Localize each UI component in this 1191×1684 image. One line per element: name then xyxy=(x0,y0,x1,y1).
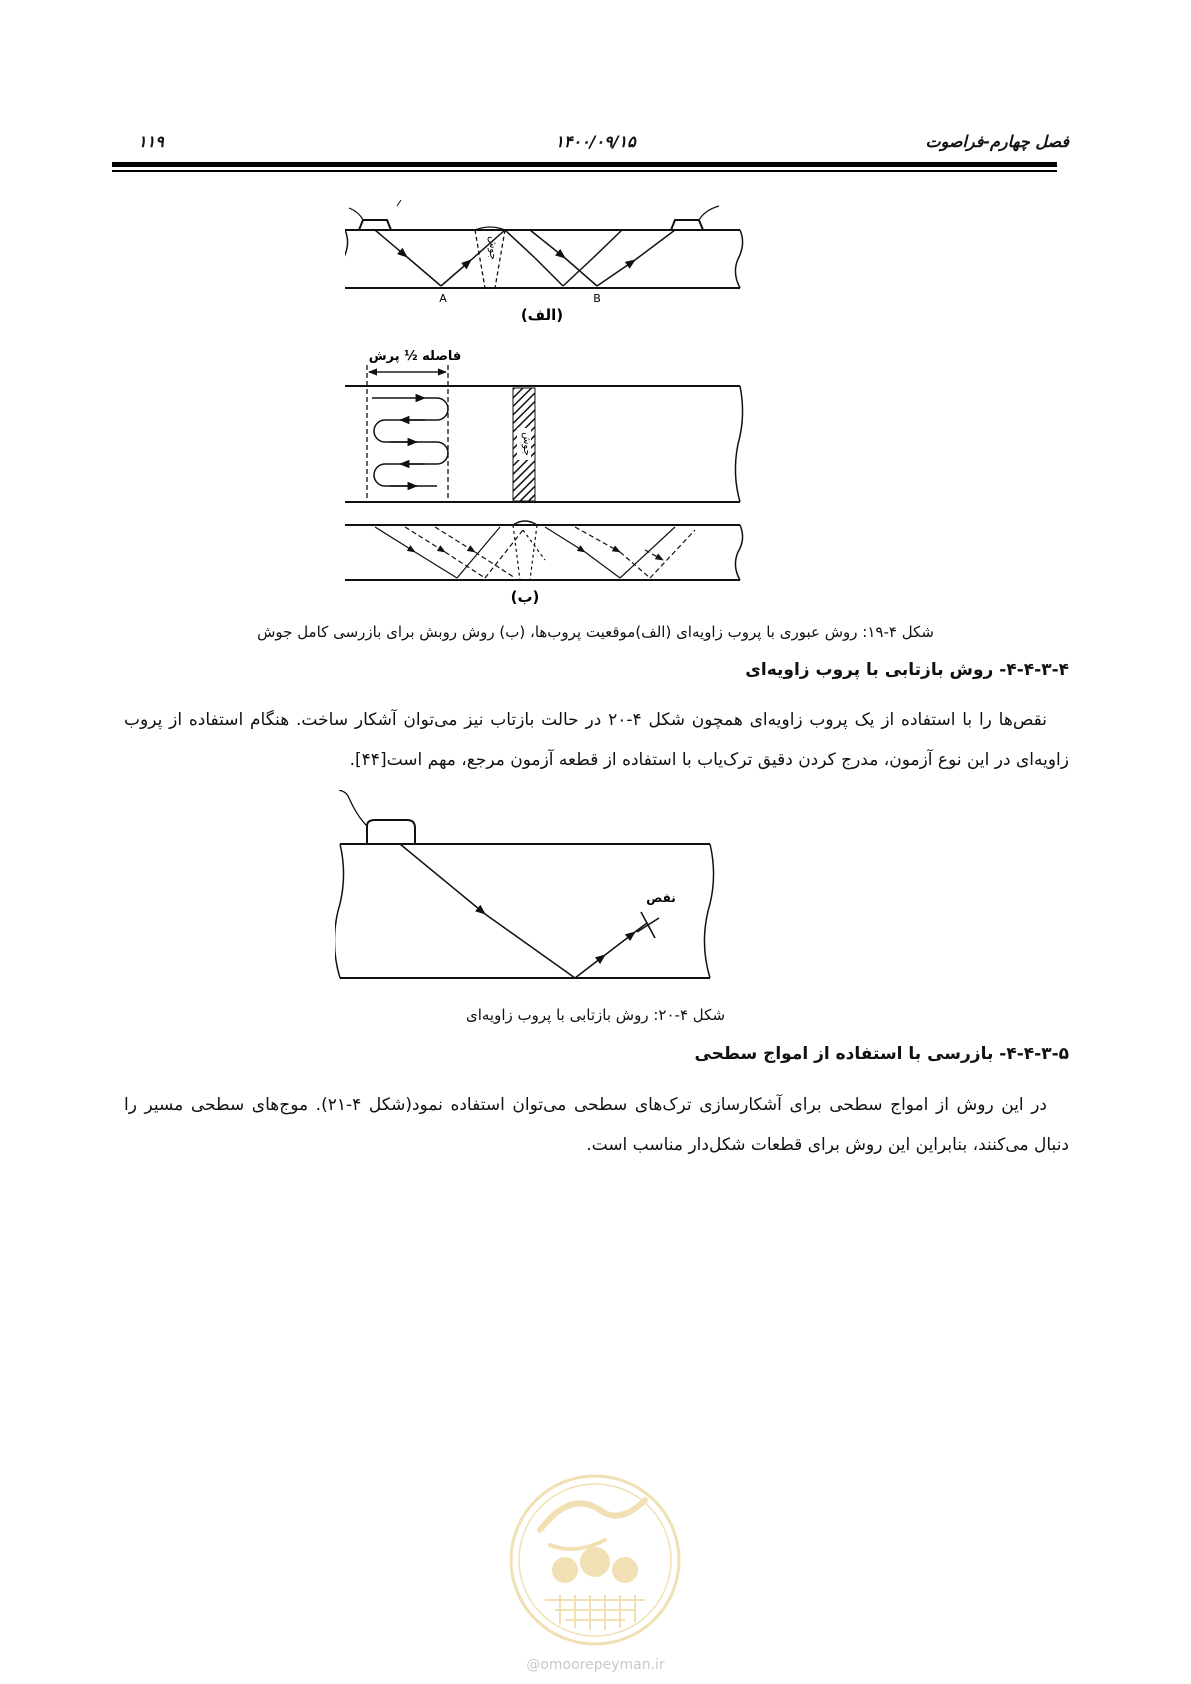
plate-a xyxy=(345,230,743,288)
figure-part-a-label: (الف) xyxy=(520,306,564,324)
section-paragraph-4-4-3-4 xyxy=(124,700,1069,780)
figure-4-19 xyxy=(345,200,775,660)
weld-label-a: جوش xyxy=(487,236,498,260)
section-paragraph-4-4-3-4-text: نقص‌ها را با استفاده از یک پروب زاویه‌ای همچون شکل ۴-۲۰ در حالت بازتاب نیز می‌توان آشکار ساخت. هنگام استفاده از پروب زاویه‌ای در این نوع آزمون، مدرج کردن دقیق ترک‌یاب با استفاده از قطعه آزمون مرجع، مهم است[۴۴]. xyxy=(124,710,1069,770)
weld-label-b: جوش xyxy=(521,432,532,456)
skip-distance-label: فاصله ½ پرش xyxy=(368,349,462,364)
figure-4-20 xyxy=(335,790,725,995)
watermark-seal-icon xyxy=(505,1470,685,1650)
scan-beams xyxy=(375,521,695,580)
plate-b-section xyxy=(345,525,743,580)
header-date: ۱۴۰۰/۰۹/۱۵ xyxy=(555,132,636,151)
section-paragraph-4-4-3-5-text: در این روش از امواج سطحی برای آشکارسازی ترک‌های سطحی می‌توان استفاده نمود(شکل ۴-۲۱). موج‌های سطحی مسیر را دنبال می‌کنند، بنابراین این روش برای قطعات شکل‌دار مناسب است. xyxy=(124,1095,1069,1155)
plate-reflection xyxy=(335,844,714,978)
defect-mark xyxy=(637,912,659,938)
probe-right xyxy=(671,206,719,230)
figure-part-b-label: (ب) xyxy=(510,588,540,606)
watermark-logo xyxy=(505,1470,685,1650)
angle-probe xyxy=(339,790,415,844)
section-paragraph-4-4-3-5 xyxy=(124,1085,1069,1165)
page-number: ۱۱۹ xyxy=(138,132,164,151)
watermark-url: @omoorepeyman.ir xyxy=(526,1657,665,1673)
reflection-beam xyxy=(400,844,647,978)
defect-label: نقص xyxy=(646,891,676,905)
figure-4-20-caption: شکل ۴-۲۰: روش بازتابی با پروب زاویه‌ای xyxy=(465,1006,726,1024)
header-rule-thin xyxy=(112,170,1057,172)
section-heading-4-4-3-4: ۴-۴-۳-۴- روش بازتابی با پروب زاویه‌ای xyxy=(745,660,1069,680)
chapter-title: فصل چهارم-فراصوت xyxy=(925,132,1069,151)
beam-path-a xyxy=(375,230,675,286)
header-rule-thick xyxy=(112,162,1057,167)
weld-a xyxy=(475,227,505,288)
scan-path xyxy=(372,398,448,486)
figure-4-19-caption: شکل ۴-۱۹: روش عبوری با پروب زاویه‌ای (الف)موقعیت پروب‌ها، (ب) روش روبش برای بازرسی کامل جوش xyxy=(257,623,934,641)
figure-4-19-drawing xyxy=(345,200,775,660)
figure-4-20-drawing xyxy=(335,790,725,995)
probe-left xyxy=(349,200,401,230)
plate-b-top xyxy=(345,386,743,502)
point-a-label: A xyxy=(439,292,447,305)
section-heading-4-4-3-5: ۴-۴-۳-۵- بازرسی با استفاده از امواج سطحی xyxy=(694,1044,1069,1064)
point-b-label: B xyxy=(593,292,601,305)
